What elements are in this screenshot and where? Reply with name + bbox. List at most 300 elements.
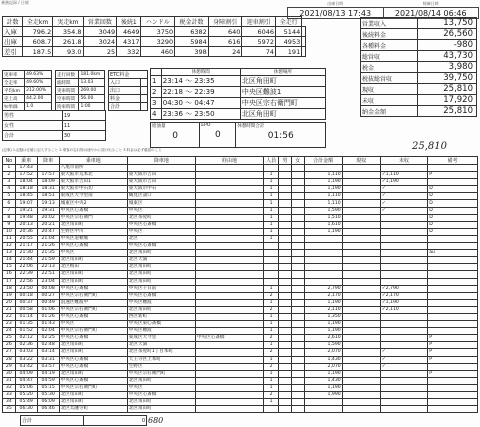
- trip-row: [3, 271, 478, 278]
- rate-label: 売上高: [3, 95, 25, 103]
- trip-cell: [342, 349, 380, 356]
- trip-cell: 1: [264, 193, 279, 200]
- etc-body: [109, 79, 148, 111]
- trip-cell: 8: [3, 214, 16, 221]
- trip-cell: 中央区心斎橋: [59, 313, 127, 320]
- trip-cell: 西区新町: [127, 313, 195, 320]
- trip-cell: [195, 384, 263, 391]
- trip-cell: 2,070: [304, 349, 342, 356]
- trip-col-alight: 降車: [37, 157, 59, 165]
- trip-cell: [195, 363, 263, 370]
- trip-cell: 2: [264, 306, 279, 313]
- trip-cell: 北区角田町: [127, 306, 195, 313]
- trip-cell: [342, 313, 380, 320]
- trip-cell: [195, 392, 263, 399]
- stats-cell: 261.8: [53, 37, 83, 47]
- trip-cell: [291, 399, 304, 406]
- end-datetime: 2021/08/14 06:46: [383, 8, 479, 19]
- rate-row: [3, 79, 52, 87]
- trip-cell: 02:25: [37, 335, 59, 342]
- rate-table: [2, 70, 52, 111]
- trip-cell: [304, 235, 342, 242]
- trip-cell: 中央区宗右衛門: [59, 214, 127, 221]
- stats-col-7: 身障割引: [208, 17, 242, 27]
- time-body: [56, 71, 105, 111]
- trip-cell: 中央区: [59, 321, 127, 328]
- trip-cell: [380, 221, 427, 228]
- trip-cell: 21: [3, 306, 16, 313]
- trip-cell: 中央区心斎橋: [59, 377, 127, 384]
- trip-cell: 中央区: [59, 250, 127, 257]
- fee-row: [361, 51, 477, 62]
- trip-cell: [291, 349, 304, 356]
- trip-cell: 01:43: [37, 321, 59, 328]
- trip-cell: [264, 264, 279, 271]
- trip-row: [3, 349, 478, 356]
- rate-label: 実車率: [3, 71, 25, 79]
- trip-cell: [195, 328, 263, 335]
- trip-cell: [380, 321, 427, 328]
- stats-header-row: [3, 17, 306, 27]
- trip-cell: 22:13: [37, 264, 59, 271]
- trip-cell: [342, 235, 380, 242]
- trip-cell: 00:08: [37, 285, 59, 292]
- trip-cell: 06:46: [37, 406, 59, 413]
- trip-cell: 1: [264, 321, 279, 328]
- trip-cell: [342, 257, 380, 264]
- fee-value: -980: [417, 40, 477, 51]
- trip-cell: [428, 292, 478, 299]
- trip-cell: 19:07: [15, 200, 37, 207]
- trip-cell: [380, 264, 427, 271]
- trip-cell: 城東区: [127, 200, 195, 207]
- trip-row: [3, 278, 478, 285]
- trip-cell: 1: [264, 221, 279, 228]
- fee-row: [361, 18, 477, 29]
- trip-cell: [291, 250, 304, 257]
- trip-cell: 31: [3, 377, 16, 384]
- trip-cell: 1,190: [304, 384, 342, 391]
- trip-cell: [291, 271, 304, 278]
- trip-cell: [264, 250, 279, 257]
- trip-cell: 18:18: [15, 186, 37, 193]
- trip-cell: 東成区大今里: [127, 335, 195, 342]
- rest-total-label: 休憩時間合計: [237, 124, 265, 129]
- trip-cell: [279, 235, 292, 242]
- trip-cell: [195, 370, 263, 377]
- trip-cell: 1: [3, 165, 16, 172]
- trip-cell: [342, 278, 380, 285]
- trip-cell: 北区天満: [127, 257, 195, 264]
- trip-cell: ✓: [380, 363, 427, 370]
- stats-row: [3, 27, 306, 37]
- trip-cell: 04:09: [15, 370, 37, 377]
- trip-cell: 北区: [127, 235, 195, 242]
- fee-row: [361, 84, 477, 95]
- stats-cell: 608.7: [22, 37, 52, 47]
- trip-cell: [380, 335, 427, 342]
- trip-row: [3, 264, 478, 271]
- trip-cell: [342, 384, 380, 391]
- trip-cell: [291, 235, 304, 242]
- stats-cell: 616: [208, 37, 242, 47]
- trip-cell: [342, 250, 380, 257]
- trip-cell: 15: [3, 264, 16, 271]
- trip-cell: [291, 342, 304, 349]
- trip-cell: 1,110: [304, 193, 342, 200]
- trip-cell: 01:06: [37, 306, 59, 313]
- trip-cell: 1,190: [304, 328, 342, 335]
- trip-cell: [291, 285, 304, 292]
- trip-cell: [279, 172, 292, 179]
- stats-col-0: 計数: [3, 17, 23, 27]
- trip-cell: D: [428, 200, 478, 207]
- rate-label: ｷﾛ単価: [3, 103, 25, 111]
- trip-cell: [342, 335, 380, 342]
- trip-cell: [428, 243, 478, 250]
- fee-value: 26,560: [417, 29, 477, 40]
- trip-cell: [380, 313, 427, 320]
- trip-cell: 05:30: [37, 392, 59, 399]
- trip-cell: 中央区宗右衛門町: [59, 384, 127, 391]
- trip-cell: 北区角田町: [127, 399, 195, 406]
- fee-label: 後続料金: [361, 29, 418, 40]
- rest-time: 22:18 ～ 22:39: [161, 87, 240, 98]
- trip-cell: [195, 285, 263, 292]
- trip-cell: 1: [264, 377, 279, 384]
- trip-row: [3, 392, 478, 399]
- trip-cell: 2: [264, 392, 279, 399]
- footer-row: [20, 415, 480, 426]
- rest-no: 3: [151, 98, 162, 109]
- trip-cell: ✓: [380, 356, 427, 363]
- trip-cell: 2,610: [304, 335, 342, 342]
- etc-row: [109, 79, 148, 87]
- stats-cell: 354.8: [53, 27, 83, 37]
- trip-cell: 26: [3, 342, 16, 349]
- trip-cell: 東大阪市吉田: [127, 179, 195, 186]
- trip-cell: [291, 321, 304, 328]
- trip-cell: [279, 356, 292, 363]
- trip-cell: 北区角田町: [59, 278, 127, 285]
- etc-row: [109, 87, 148, 95]
- trip-cell: [428, 406, 478, 413]
- trip-col-male: 男: [279, 157, 292, 165]
- trip-cell: [279, 214, 292, 221]
- trip-cell: 02:12: [15, 335, 37, 342]
- stats-col-5: ハンドル: [141, 17, 175, 27]
- trip-cell: [428, 363, 478, 370]
- trip-row: [3, 228, 478, 235]
- trip-row: [3, 363, 478, 370]
- trip-cell: [380, 392, 427, 399]
- trip-cell: 北区角田町: [59, 342, 127, 349]
- trip-cell: 13: [3, 250, 16, 257]
- trip-cell: 04:47: [15, 377, 37, 384]
- trip-cell: 01:14: [15, 313, 37, 320]
- rest-row: [151, 98, 326, 109]
- trip-cell: 01:52: [15, 328, 37, 335]
- trip-cell: [380, 271, 427, 278]
- trip-cell: [279, 306, 292, 313]
- stats-cell: 332: [117, 47, 141, 57]
- trip-cell: [195, 313, 263, 320]
- stats-col-2: 実走km: [53, 17, 83, 27]
- fuel-label: 給油量: [152, 124, 166, 129]
- trip-cell: [291, 257, 304, 264]
- trip-cell: [291, 335, 304, 342]
- trip-cell: 11: [3, 235, 16, 242]
- trip-cell: ✓: [380, 193, 427, 200]
- trip-cell: [279, 292, 292, 299]
- trip-cell: [279, 313, 292, 320]
- trip-cell: ✓: [380, 186, 427, 193]
- rest-schedule-table: [150, 68, 326, 120]
- trip-cell: 鶴見区諸口: [127, 193, 195, 200]
- trip-cell: [342, 172, 380, 179]
- footer-handwritten: [147, 416, 480, 426]
- trip-cell: 18:09: [37, 179, 59, 186]
- trip-cell: [279, 406, 292, 413]
- trip-cell: 01:35: [15, 321, 37, 328]
- trip-cell: 中央区心斎橋: [59, 335, 127, 342]
- trip-cell: 03:14: [37, 349, 59, 356]
- trip-cell: 20:13: [15, 221, 37, 228]
- trip-cell: 1: [264, 399, 279, 406]
- trip-cell: [342, 399, 380, 406]
- trip-cell: [428, 179, 478, 186]
- fee-label: 税抜総営収: [361, 73, 418, 84]
- trip-cell: D: [428, 193, 478, 200]
- epo-label: EPO: [201, 123, 211, 128]
- rest-total-cell: [236, 123, 326, 148]
- meter-stats-table: [2, 16, 306, 57]
- rest-place: 北区角田町: [240, 76, 325, 87]
- rate-value: 44.2.00: [25, 95, 52, 103]
- trip-cell: 04:59: [37, 377, 59, 384]
- trip-cell: 東大阪市中石切: [59, 186, 127, 193]
- trip-cell: D: [428, 214, 478, 221]
- trip-cell: [428, 313, 478, 320]
- trip-cell: 生野区: [127, 363, 195, 370]
- trip-cell: 03:22: [15, 356, 37, 363]
- trip-cell: [291, 179, 304, 186]
- time-value: 13.03: [79, 79, 105, 87]
- trip-cell: 浪速区難波中: [59, 299, 127, 306]
- trip-cell: [279, 243, 292, 250]
- trip-col-to: 降車地: [127, 157, 195, 165]
- stats-body: [3, 27, 306, 57]
- trip-cell: au: [428, 250, 478, 257]
- trip-cell: 1,190: [304, 321, 342, 328]
- trip-row: [3, 313, 478, 320]
- trip-cell: 中央区: [127, 228, 195, 235]
- trip-row: [3, 370, 478, 377]
- fuel-value: 0: [172, 131, 178, 141]
- rest-place: 中央区難波1: [240, 87, 325, 98]
- trip-cell: [428, 392, 478, 399]
- stats-cell: 74: [242, 47, 276, 57]
- trip-cell: [342, 186, 380, 193]
- trip-row: [3, 321, 478, 328]
- trip-cell: 1,110: [304, 172, 342, 179]
- rate-value: 212.00%: [25, 87, 52, 95]
- rest-no: 2: [151, 87, 162, 98]
- trip-cell: D: [428, 186, 478, 193]
- trip-cell: [304, 243, 342, 250]
- stats-cell: [302, 27, 306, 37]
- trip-cell: 2: [264, 335, 279, 342]
- etc-row: [109, 95, 148, 103]
- rate-value: 49.63%: [25, 71, 52, 79]
- trip-cell: 18:04: [15, 179, 37, 186]
- trip-cell: [342, 228, 380, 235]
- trip-col-no: No: [3, 157, 16, 165]
- trip-cell: [380, 384, 427, 391]
- trip-cell: 17:43: [15, 165, 37, 172]
- trip-cell: 04:19: [37, 370, 59, 377]
- trip-row: [3, 186, 478, 193]
- trip-cell: [380, 278, 427, 285]
- trip-cell: [279, 179, 292, 186]
- fee-label: 営業収入: [361, 18, 418, 29]
- rest-header-no: [151, 69, 162, 76]
- trip-cell: 17:52: [15, 172, 37, 179]
- trip-cell: ✓: [380, 207, 427, 214]
- rate-body: [3, 71, 52, 111]
- trip-cell: [342, 306, 380, 313]
- trip-cell: [195, 271, 263, 278]
- trip-cell: 中央区: [127, 207, 195, 214]
- fee-label: 総営収: [361, 51, 418, 62]
- trip-cell: [291, 392, 304, 399]
- trip-cell: [195, 306, 263, 313]
- trip-cell: [279, 228, 292, 235]
- trip-cell: [195, 349, 263, 356]
- trip-cell: 20:02: [37, 214, 59, 221]
- trip-cell: D: [428, 207, 478, 214]
- stats-col-1: 全走km: [22, 17, 52, 27]
- trip-cell: 17:57: [37, 172, 59, 179]
- trip-cell: 北区角田町: [59, 370, 127, 377]
- rest-row: [151, 109, 326, 120]
- trip-cell: 1,990: [304, 392, 342, 399]
- time-row: [56, 79, 105, 87]
- trip-cell: 天王寺区上本町: [127, 356, 195, 363]
- trip-cell: P: [428, 356, 478, 363]
- trip-cell: ✓: [380, 200, 427, 207]
- passenger-row: [3, 131, 106, 141]
- trip-cell: 北区角田町: [127, 406, 195, 413]
- trip-cell: 中央区心斎橋: [59, 243, 127, 250]
- stats-cell: 93.0: [53, 47, 83, 57]
- etc-label: 出口: [109, 87, 141, 95]
- fee-value: 25,810: [417, 84, 477, 95]
- trip-cell: 03:03: [15, 349, 37, 356]
- trip-cell: [264, 271, 279, 278]
- trip-row: [3, 335, 478, 342]
- trip-cell: [304, 264, 342, 271]
- trip-cell: [195, 186, 263, 193]
- trip-cell: [380, 406, 427, 413]
- trip-cell: 32: [3, 384, 16, 391]
- trip-cell: 2,170: [304, 292, 342, 299]
- trip-row: [3, 165, 478, 172]
- trip-cell: 1,190: [304, 228, 342, 235]
- trip-cell: [342, 292, 380, 299]
- trip-cell: 00:37: [15, 299, 37, 306]
- trip-col-amount: 合計金額: [304, 157, 342, 165]
- fee-value: 43,730: [417, 51, 477, 62]
- time-label: 実車時間: [56, 87, 79, 95]
- etc-table: [108, 70, 148, 111]
- rest-time: 04:30 ～ 04:47: [161, 98, 240, 109]
- trip-cell: [279, 299, 292, 306]
- trip-cell: [342, 285, 380, 292]
- trip-cell: [342, 321, 380, 328]
- trip-row: [3, 299, 478, 306]
- trip-cell: 1,110: [304, 200, 342, 207]
- trip-col-via: 経由地: [195, 157, 263, 165]
- trip-cell: [195, 207, 263, 214]
- trip-cell: [279, 264, 292, 271]
- trip-cell: 2: [3, 172, 16, 179]
- trip-row: [3, 207, 478, 214]
- stats-col-8: 迎車割引: [242, 17, 276, 27]
- trip-cell: ✓1,110: [380, 172, 427, 179]
- trip-cell: [428, 257, 478, 264]
- trip-cell: 7: [3, 207, 16, 214]
- trip-cell: P: [428, 342, 478, 349]
- rest-place: 北区角田町: [240, 109, 325, 120]
- trip-cell: [291, 186, 304, 193]
- trip-cell: 北区天満: [127, 342, 195, 349]
- trip-cell: 1,350: [304, 313, 342, 320]
- etc-value: [140, 103, 147, 111]
- trip-row: [3, 384, 478, 391]
- trip-cell: 19:13: [37, 200, 59, 207]
- trip-cell: 中央区心斎橋: [195, 335, 263, 342]
- trip-cell: [304, 271, 342, 278]
- trip-cell: [291, 172, 304, 179]
- fee-row: [361, 106, 477, 117]
- trip-cell: 19: [3, 292, 16, 299]
- stats-cell: 3049: [83, 27, 117, 37]
- fee-row: [361, 40, 477, 51]
- trip-row: [3, 328, 478, 335]
- fee-label: 各種料金: [361, 40, 418, 51]
- trip-row: [3, 179, 478, 186]
- trip-cell: [380, 399, 427, 406]
- trip-cell: [428, 384, 478, 391]
- rest-body: [151, 76, 326, 120]
- trip-row: [3, 406, 478, 413]
- trip-cell: [291, 356, 304, 363]
- trip-row: [3, 306, 478, 313]
- trip-cell: 27: [3, 349, 16, 356]
- trip-cell: 1: [264, 356, 279, 363]
- rest-no: 1: [151, 76, 162, 87]
- trip-cell: P: [428, 349, 478, 356]
- footer-label: 合計: [21, 416, 84, 426]
- stats-cell: 460: [141, 47, 175, 57]
- trip-cell: P: [428, 370, 478, 377]
- trip-row: [3, 193, 478, 200]
- time-label: 空車時間: [56, 95, 79, 103]
- stats-cell: 187.5: [22, 47, 52, 57]
- trip-cell: [380, 214, 427, 221]
- fee-label: 納金金額: [361, 106, 418, 117]
